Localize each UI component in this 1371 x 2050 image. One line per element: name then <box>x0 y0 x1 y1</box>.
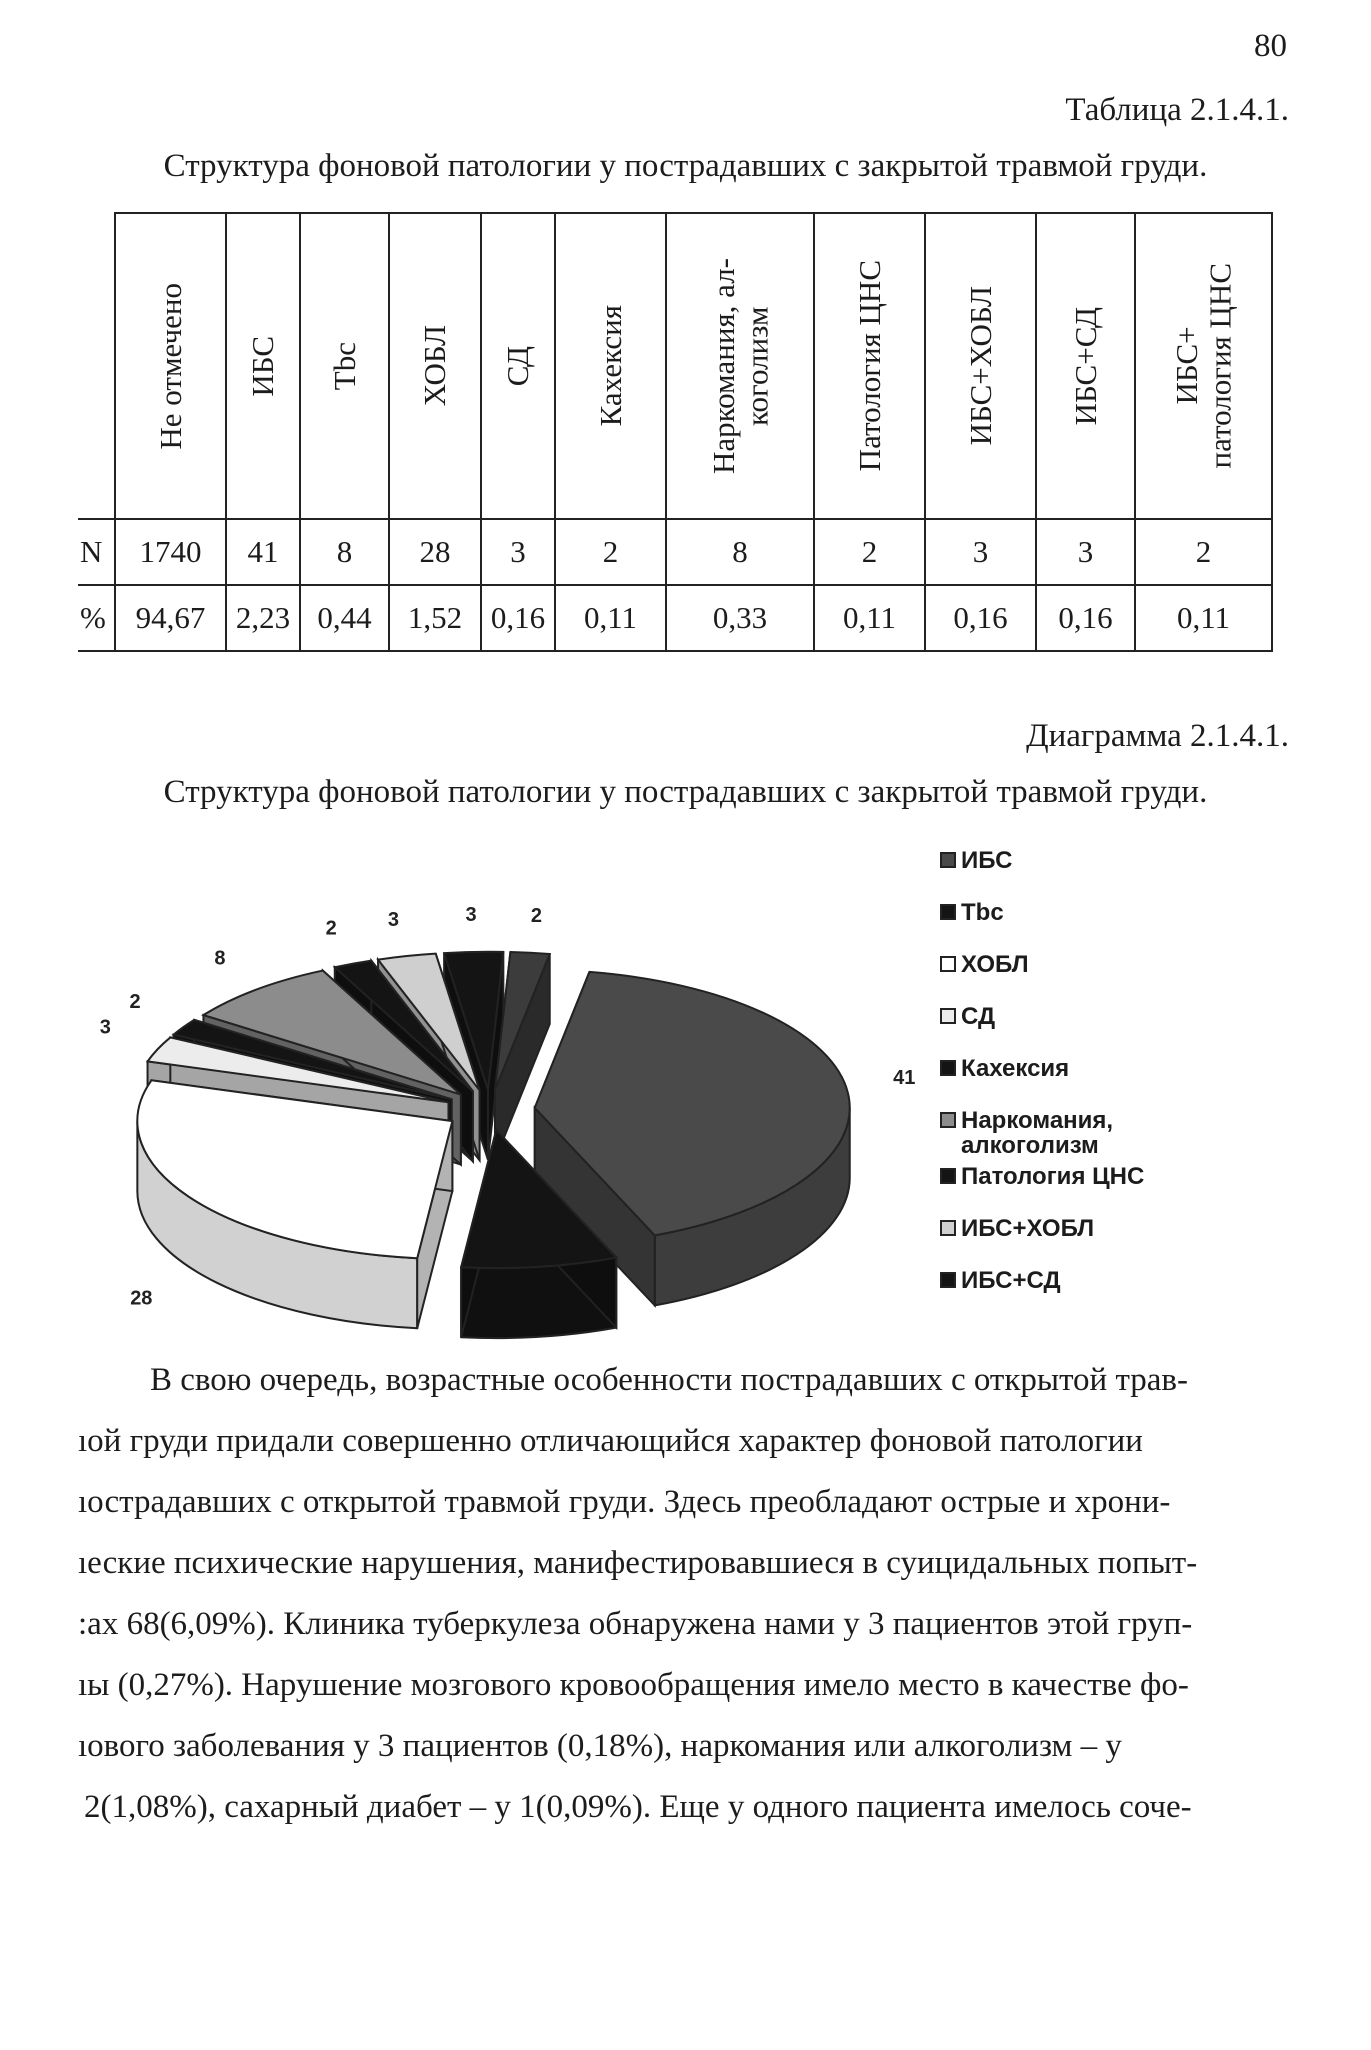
table-cell: 0,16 <box>1036 585 1135 651</box>
column-header-label: Патология ЦНС <box>851 260 887 472</box>
legend-swatch <box>940 1060 956 1076</box>
column-header <box>300 213 389 519</box>
column-header-label: ИБС <box>245 335 281 397</box>
pie-chart <box>90 840 920 1360</box>
table-cell: 1740 <box>115 519 226 585</box>
table-header-row <box>78 213 1272 519</box>
table-cell: 2 <box>814 519 925 585</box>
legend-swatch <box>940 852 956 868</box>
legend-item <box>940 848 1200 873</box>
pathology-table <box>78 212 1273 652</box>
pie-slices <box>137 952 849 1338</box>
table-cell: 0,33 <box>666 585 814 651</box>
page-number: 80 <box>1254 28 1287 64</box>
slice-value-label: 3 <box>387 908 399 931</box>
legend-label: Наркомания, алкоголизм <box>961 1107 1114 1160</box>
legend-swatch <box>940 956 956 972</box>
column-header <box>481 213 555 519</box>
legend-label: ИБС+ХОБЛ <box>961 1215 1095 1242</box>
column-header-label: Кахексия <box>592 305 628 427</box>
paragraph-line: :ах 68(6,09%). Клиника туберкулеза обнаружена нами у 3 пациентов этой груп- <box>78 1606 1193 1642</box>
table-cell: 3 <box>1036 519 1135 585</box>
table-cell: 3 <box>925 519 1036 585</box>
legend-label: Патология ЦНС <box>961 1163 1145 1190</box>
column-header-label: Tbc <box>326 341 362 391</box>
corner-cell <box>78 213 115 519</box>
column-header-label: Не отмечено <box>152 282 188 450</box>
legend-item <box>940 1268 1200 1293</box>
table-cell: 8 <box>300 519 389 585</box>
table-row <box>78 519 1272 585</box>
slice-value-label: 41 <box>893 1067 916 1090</box>
column-header <box>1135 213 1272 519</box>
paragraph-line: ıового заболевания у 3 пациентов (0,18%), наркомания или алкоголизм – у <box>78 1728 1122 1764</box>
slice-value-label: 3 <box>465 904 477 927</box>
table-title: Структура фоновой патологии у пострадавших с закрытой травмой груди. <box>163 148 1208 184</box>
table-cell: 94,67 <box>115 585 226 651</box>
legend-label: Tbc <box>961 899 1004 926</box>
legend-swatch <box>940 1272 956 1288</box>
table-cell: 8 <box>666 519 814 585</box>
column-header <box>666 213 814 519</box>
column-header-label: ХОБЛ <box>417 325 453 407</box>
table-cell: 1,52 <box>389 585 481 651</box>
row-label: N <box>78 519 115 585</box>
paragraph-line: 2(1,08%), сахарный диабет – у 1(0,09%). Еще у одного пациента имелось соче- <box>84 1789 1192 1825</box>
table-cell: 0,44 <box>300 585 389 651</box>
legend-item <box>940 1164 1200 1189</box>
column-header-label: СД <box>500 345 536 387</box>
column-header <box>389 213 481 519</box>
slice-value-label: 28 <box>130 1287 153 1310</box>
column-header-label: ИБС+СД <box>1067 306 1103 426</box>
column-header-label: ИБС+ патология ЦНС <box>1169 263 1238 469</box>
column-header-label: ИБС+ХОБЛ <box>962 286 998 446</box>
slice-value-label: 2 <box>325 917 337 940</box>
diagram-title: Структура фоновой патологии у пострадавших с закрытой травмой груди. <box>163 774 1208 810</box>
legend-item <box>940 952 1200 977</box>
table-row <box>78 585 1272 651</box>
table-cell: 41 <box>226 519 300 585</box>
table-cell: 0,11 <box>814 585 925 651</box>
table-cell: 0,11 <box>1135 585 1272 651</box>
legend-swatch <box>940 904 956 920</box>
paragraph-line: ıеские психические нарушения, манифестировавшиеся в суицидальных попыт- <box>78 1545 1198 1581</box>
column-header <box>925 213 1036 519</box>
paragraph-line: В свою очередь, возрастные особенности пострадавших с открытой трав- <box>150 1362 1189 1398</box>
legend-label: ИБС <box>961 847 1013 874</box>
legend-item <box>940 1108 1200 1158</box>
legend-label: СД <box>961 1003 996 1030</box>
table-cell: 28 <box>389 519 481 585</box>
column-header <box>555 213 666 519</box>
legend-swatch <box>940 1168 956 1184</box>
slice-value-label: 2 <box>129 991 141 1014</box>
table-cell: 3 <box>481 519 555 585</box>
legend-item <box>940 900 1200 925</box>
column-header <box>115 213 226 519</box>
column-header <box>226 213 300 519</box>
slice-value-label: 8 <box>214 947 226 970</box>
column-header-label: Наркомания, ал- коголизм <box>705 258 774 474</box>
pie-slice <box>137 1080 452 1328</box>
table-cell: 2 <box>555 519 666 585</box>
table-caption: Таблица 2.1.4.1. <box>1065 92 1289 128</box>
paragraph-line: ıой груди придали совершенно отличающийся характер фоновой патологии <box>78 1423 1143 1459</box>
table-cell: 2,23 <box>226 585 300 651</box>
legend-item <box>940 1004 1200 1029</box>
diagram-caption: Диаграмма 2.1.4.1. <box>1026 718 1289 754</box>
legend-swatch <box>940 1008 956 1024</box>
column-header <box>814 213 925 519</box>
legend-swatch <box>940 1220 956 1236</box>
table-cell: 0,16 <box>925 585 1036 651</box>
legend-label: ХОБЛ <box>961 951 1029 978</box>
legend-item <box>940 1056 1200 1081</box>
legend-swatch <box>940 1112 956 1128</box>
row-label: % <box>78 585 115 651</box>
slice-value-label: 2 <box>530 905 543 928</box>
table-cell: 2 <box>1135 519 1272 585</box>
legend-label: ИБС+СД <box>961 1267 1061 1294</box>
legend-label: Кахексия <box>961 1055 1070 1082</box>
table-cell: 0,16 <box>481 585 555 651</box>
table-cell: 0,11 <box>555 585 666 651</box>
column-header <box>1036 213 1135 519</box>
paragraph-line: ıострадавших с открытой травмой груди. Здесь преобладают острые и хрони- <box>78 1484 1171 1520</box>
paragraph-line: ıы (0,27%). Нарушение мозгового кровообращения имело место в качестве фо- <box>78 1667 1189 1703</box>
legend-item <box>940 1216 1200 1241</box>
slice-value-label: 3 <box>99 1016 111 1039</box>
